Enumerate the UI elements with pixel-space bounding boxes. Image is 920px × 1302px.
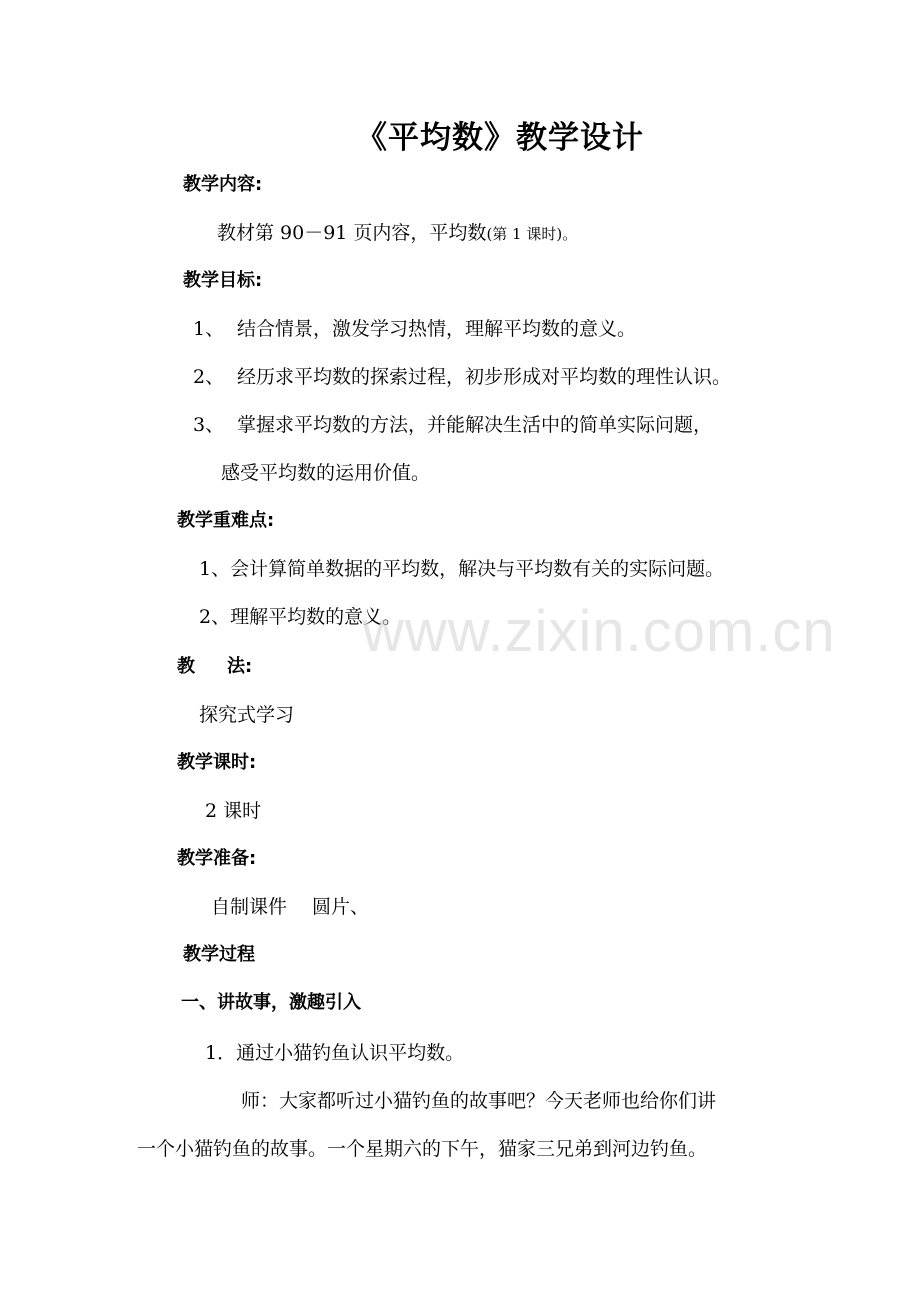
content-heading: 教学内容: [183,174,263,195]
objective-number: 2、 [193,366,225,388]
method-heading-b: 法: [227,656,253,677]
objective-number: 1、 [193,318,225,340]
process-item-1: 1．通过小猫钓鱼认识平均数。 [205,1042,465,1064]
objective-number: 3、 [193,414,225,436]
method-heading-a: 教 [177,656,195,677]
process-section-1: 一、讲故事，激趣引入 [181,992,361,1013]
objectives-heading: 教学目标: [183,270,263,291]
key-point-item-1: 1、会计算简单数据的平均数，解决与平均数有关的实际问题。 [199,558,725,580]
document-title: 《平均数》教学设计 [356,120,644,156]
content-text [217,221,577,246]
objective-item-2 [193,365,731,389]
content-text-main: 教材第 90－91 页内容，平均数 [217,222,487,244]
objective-text: 结合情景，激发学习热情，理解平均数的意义。 [237,318,637,340]
method-text: 探究式学习 [199,704,295,726]
content-text-small: (第 1 课时)。 [486,225,578,243]
key-point-item-2: 2、理解平均数的意义。 [199,606,402,628]
objective-item-1 [193,317,636,341]
periods-heading: 教学课时: [177,752,257,773]
method-heading [177,655,252,679]
process-paragraph-line-1: 师：大家都听过小猫钓鱼的故事吧？今天老师也给你们讲 [241,1090,717,1112]
objective-item-3 [193,413,712,437]
preparation-heading: 教学准备: [177,848,257,869]
process-paragraph-line-2: 一个小猫钓鱼的故事。一个星期六的下午，猫家三兄弟到河边钓鱼。 [137,1138,708,1160]
objective-continuation: 感受平均数的运用价值。 [221,462,431,484]
preparation-text: 自制课件 圆片、 [211,896,370,918]
objective-text: 掌握求平均数的方法，并能解决生活中的简单实际问题， [237,414,713,436]
key-points-heading: 教学重难点: [177,510,275,531]
site-watermark: www.zixin.com.cn [362,599,836,664]
periods-text: 2 课时 [205,800,262,822]
process-heading: 教学过程 [183,944,255,965]
objective-text: 经历求平均数的探索过程，初步形成对平均数的理性认识。 [237,366,732,388]
